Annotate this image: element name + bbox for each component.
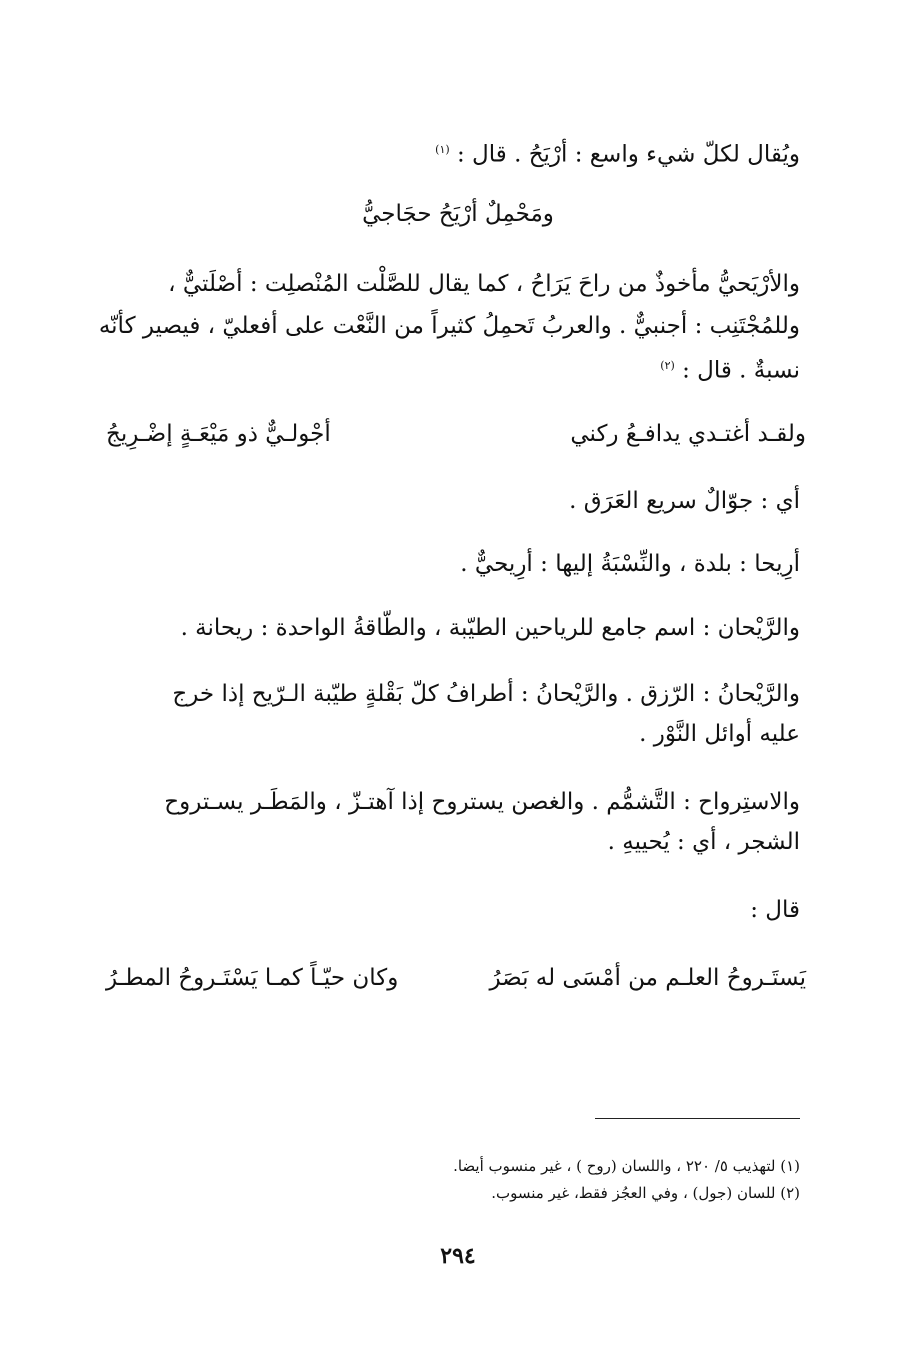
verse-3-second-hemistich: وكان حيّـاً كمـا يَسْتَـروحُ المطـرُ [106, 965, 399, 991]
paragraph-7-line-2: الشجر ، أي : يُحييهِ . [607, 829, 800, 855]
paragraph-2-line-2: وللمُجْتَنِب : أجنبيٌّ . والعربُ تَحمِلُ كثيراً من النَّعْت على أفعليّ ، فيصير كأنّه [98, 313, 800, 339]
footnote-separator [595, 1118, 800, 1119]
verse-3-first-hemistich: يَستَـروحُ العلـم من أمْسَى له بَصَرُ [489, 965, 806, 991]
verse-2 [106, 418, 806, 450]
verse-2-second-hemistich: أجْولـيٌّ ذو مَيْعَـةٍ إضْـرِيجُ [106, 421, 331, 447]
paragraph-2-line-1: والأرْيَحيُّ مأخوذٌ من راحَ يَرَاحُ ، كما يقال للصَّلْت المُنْصلِت : أصْلَتيٌّ ، [168, 271, 800, 297]
footnote-1: (١) لتهذيب ٥/ ٢٢٠ ، واللسان (روح ) ، غير منسوب أيضا. [453, 1157, 800, 1175]
paragraph-2-line-3 [110, 350, 800, 387]
paragraph-4: أرِيحا : بلدة ، والنِّسْبَةُ إليها : أرِيحيٌّ . [460, 551, 800, 577]
page-number: ٢٩٤ [440, 1243, 476, 1269]
paragraph-6-line-1: والرَّيْحانُ : الرّزق . والرَّيْحانُ : أطرافُ كلّ بَقْلةٍ طيّبة الـرّيح إذا خرج [172, 681, 800, 707]
paragraph-1 [110, 134, 800, 171]
paragraph-5: والرَّيْحان : اسم جامع للرياحين الطيّبة ، والطّاقةُ الواحدة : ريحانة . [180, 615, 800, 641]
paragraph-2-line-3-text: نسبةٌ . قال : [682, 357, 800, 384]
paragraph-1-text: ويُقال لكلّ شيء واسع : أرْيَحُ . قال : [456, 141, 800, 168]
footnote-ref-1: (١) [435, 143, 450, 156]
verse-2-first-hemistich: ولقـد أغتـدي يدافـعُ ركني [570, 421, 806, 447]
footnote-2: (٢) للسان (جول) ، وفي العجُز فقط، غير منسوب. [491, 1184, 800, 1202]
footnote-ref-2: (٢) [660, 359, 675, 372]
paragraph-8: قال : [750, 897, 800, 923]
verse-3 [106, 962, 806, 994]
paragraph-6-line-2: عليه أوائل النَّوْر . [639, 721, 800, 747]
paragraph-7-line-1: والاستِرواح : التَّشمُّم . والغصن يستروح إذا آهتـزّ ، والمَطَـر يسـتروح [164, 789, 800, 815]
verse-1: ومَحْمِلٌ أرْيَحُ حجَاجيُّ [362, 201, 554, 227]
paragraph-3: أي : جوّالٌ سريع العَرَق . [569, 488, 800, 514]
